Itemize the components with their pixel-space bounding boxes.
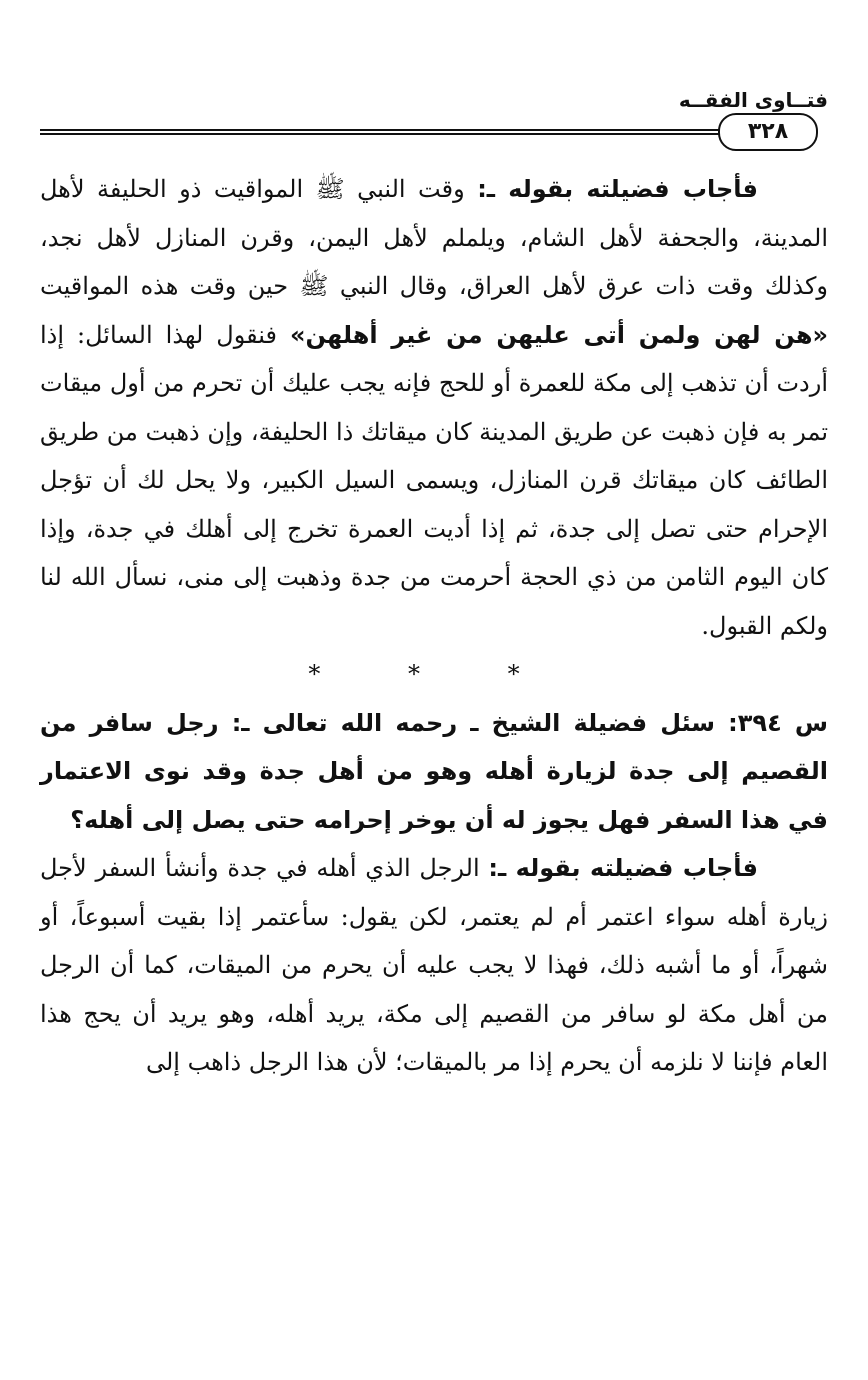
page-header (40, 88, 828, 150)
answer-paragraph-1 (40, 165, 828, 650)
header-rule (40, 129, 730, 135)
answer-paragraph-2 (40, 844, 828, 1087)
answer-text: الرجل الذي أهله في جدة وأنشأ السفر لأجل زيارة أهله سواء اعتمر أم لم يعتمر، لكن يقول: سأعتمر إذا بقيت أسبوعاً، أو شهراً، أو ما أشبه ذلك، فهذا لا يجب عليه أن يحرم من الميقات، كما أن الرجل من أهل مكة لو سافر من القصيم إلى مكة، يريد أهله، وهو يريد أن يحج هذا العام فإننا لا نلزمه أن يحرم إذا مر بالميقات؛ لأن هذا الرجل ذاهب إلى (40, 854, 828, 1076)
answer-text-part1: وقت النبي ﷺ المواقيت ذو الحليفة لأهل المدينة، والجحفة لأهل الشام، ويلملم لأهل اليمن، وقرن المنازل لأهل نجد، وكذلك وقت ذات عرق لأهل العراق، وقال النبي ﷺ حين وقت هذه المواقيت (40, 175, 828, 300)
answer-label: فأجاب فضيلته بقوله ـ: (477, 175, 758, 203)
hadith-quote: «هن لهن ولمن أتى عليهن من غير أهلهن» (290, 320, 829, 349)
question-paragraph: س ٣٩٤: سئل فضيلة الشيخ ـ رحمه الله تعالى ـ: رجل سافر من القصيم إلى جدة لزيارة أهله وهو من أهل جدة وقد نوى الاعتمار في هذا السفر فهل يجوز له أن يوخر إحرامه حتى يصل إلى أهله؟ (40, 708, 828, 834)
answer-label: فأجاب فضيلته بقوله ـ: (488, 854, 758, 882)
page-number: ٣٢٨ (718, 113, 818, 151)
book-title: فتــاوى الفقــه (678, 88, 828, 112)
answer-text-part2: فنقول لهذا السائل: إذا أردت أن تذهب إلى مكة للعمرة أو للحج فإنه يجب عليك أن تحرم من أول ميقات تمر به فإن ذهبت عن طريق المدينة كان ميقاتك ذا الحليفة، وإن ذهبت من طريق الطائف كان ميقاتك قرن المنازل، ويسمى السيل الكبير، ولا يحل لك أن تؤجل الإحرام حتى تصل إلى جدة، ثم إذا أديت العمرة تخرج إلى أهلك في جدة، وإذا كان اليوم الثامن من ذي الحجة أحرمت من جدة وذهبت إلى منى، نسأل الله لنا ولكم القبول. (40, 320, 828, 640)
page-body (40, 165, 828, 1087)
section-separator: * * * (308, 660, 560, 688)
